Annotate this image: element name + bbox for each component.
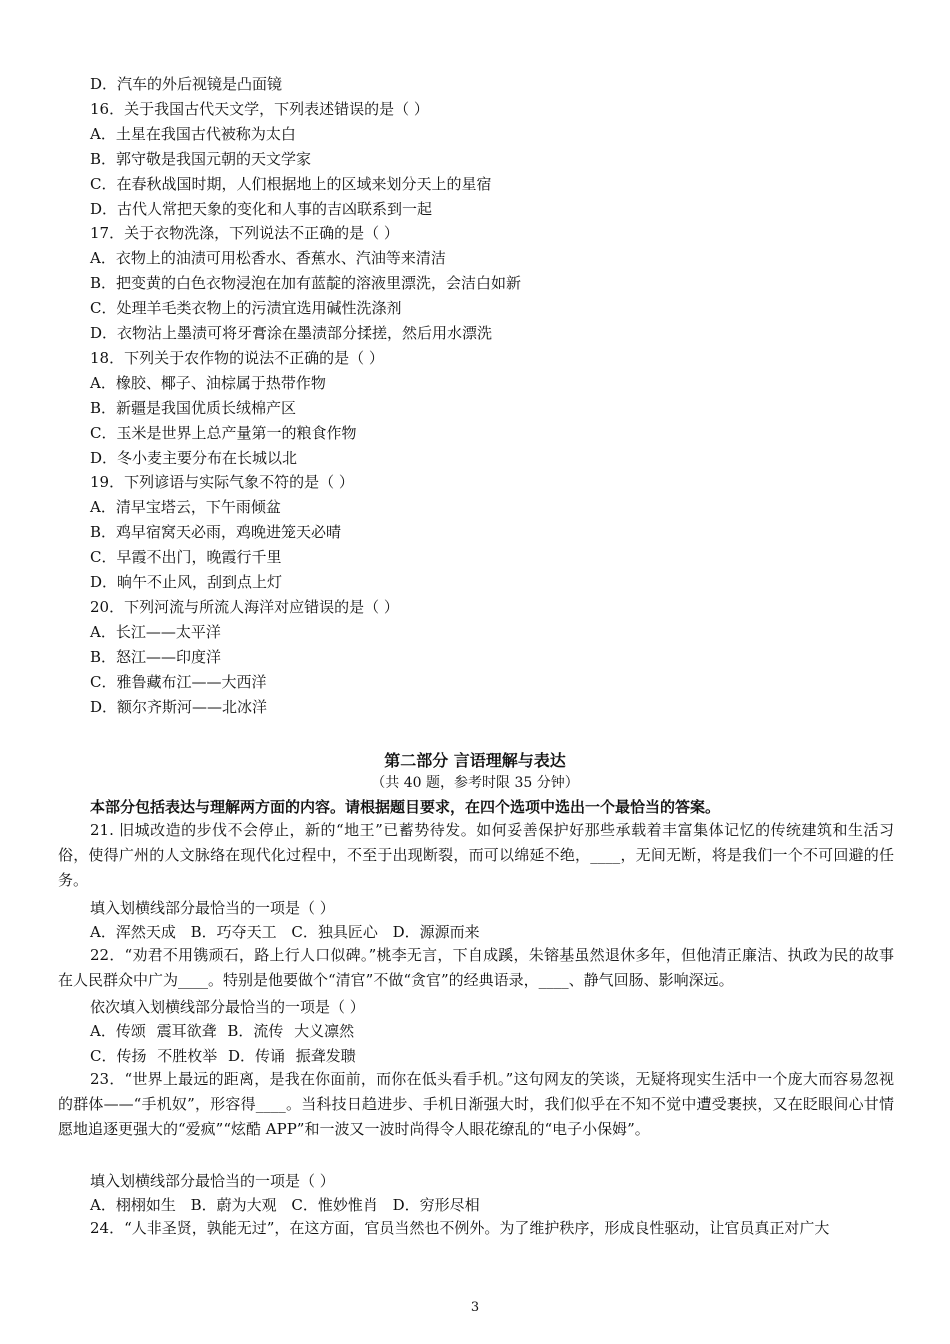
question-line: 16．关于我国古代天文学，下列表述错误的是（ ） xyxy=(90,99,429,118)
question-line: B．郭守敬是我国元朝的天文学家 xyxy=(90,149,312,168)
question-22-options-row1: A．传颂 震耳欲聋 B．流传 大义凛然 xyxy=(90,1022,355,1040)
question-line: B．新疆是我国优质长绒棉产区 xyxy=(90,398,297,417)
question-line: A．土星在我国古代被称为太白 xyxy=(90,124,296,143)
question-line: D．汽车的外后视镜是凸面镜 xyxy=(90,75,283,93)
question-line: C．玉米是世界上总产量第一的粮食作物 xyxy=(90,423,357,442)
question-line: A．橡胶、椰子、油棕属于热带作物 xyxy=(90,373,326,392)
question-line: B．鸡早宿窝天必雨，鸡晚进笼天必晴 xyxy=(90,523,342,542)
question-line: C．早霞不出门，晚霞行千里 xyxy=(90,548,282,567)
question-line: B．把变黄的白色衣物浸泡在加有蓝靛的溶液里漂洗，会洁白如新 xyxy=(90,274,522,293)
section-instruction: 本部分包括表达与理解两方面的内容。请根据题目要求，在四个选项中选出一个最恰当的答案。 xyxy=(90,798,721,816)
question-22-text: 22．“劝君不用镌顽石，路上行人口似碑。”桃李无言，下自成蹊，朱镕基虽然退休多年，但他清正廉洁、执政为民的故事在人民群众中广为____。特别是他要做个“清官”不做“贪官”的经典语录，____、静气回肠、影响深远。 xyxy=(58,946,894,989)
section-subtitle: （共 40 题，参考时限 35 分钟） xyxy=(371,775,579,791)
question-23-text: 23．“世界上最远的距离，是我在你面前，而你在低头看手机。”这句网友的笑谈，无疑将现实生活中一个庞大而容易忽视的群体——“手机奴”，形容得____。当科技日趋进步、手机日渐强大时，我们似乎在不知不觉中遭受裹挟，又在眨眼间心甘情愿地追逐更强大的“爱疯”“炫酷 APP”和一波又一波时尚得令人眼花缭乱的“电子小保姆”。 xyxy=(58,1070,894,1138)
question-line: 19．下列谚语与实际气象不符的是（ ） xyxy=(90,473,354,492)
question-24-text: 24．“人非圣贤，孰能无过”，在这方面，官员当然也不例外。为了维护秩序，形成良性驱动，让官员真正对广大 xyxy=(90,1219,830,1237)
question-line: A．长江——太平洋 xyxy=(90,622,221,641)
question-line: C．在春秋战国时期，人们根据地上的区域来划分天上的星宿 xyxy=(90,174,492,193)
question-22-prompt: 依次填入划横线部分最恰当的一项是（ ） xyxy=(90,998,365,1016)
question-line: D．冬小麦主要分布在长城以北 xyxy=(90,448,298,467)
question-21-prompt: 填入划横线部分最恰当的一项是（ ） xyxy=(90,899,335,917)
question-23-prompt: 填入划横线部分最恰当的一项是（ ） xyxy=(90,1172,335,1190)
question-line: A．清早宝塔云，下午雨倾盆 xyxy=(90,498,281,517)
question-23-options: A．栩栩如生 B．蔚为大观 C．惟妙惟肖 D．穷形尽相 xyxy=(90,1196,480,1214)
question-line: 18．下列关于农作物的说法不正确的是（ ） xyxy=(90,348,384,367)
question-line: C．处理羊毛类衣物上的污渍宜选用碱性洗涤剂 xyxy=(90,299,402,318)
question-line: 17．关于衣物洗涤，下列说法不正确的是（ ） xyxy=(90,224,399,243)
question-21-options: A．浑然天成 B．巧夺天工 C．独具匠心 D．源源而来 xyxy=(90,923,480,941)
question-line: D．额尔齐斯河——北冰洋 xyxy=(90,697,268,716)
question-21-text: 21. 旧城改造的步伐不会停止，新的“地王”已蓄势待发。如何妥善保护好那些承载着丰富集体记忆的传统建筑和生活习俗，使得广州的人文脉络在现代化过程中，不至于出现断裂，而可以绵延不绝，____，无间无断，将是我们一个不可回避的任务。 xyxy=(58,821,894,889)
question-line: 20．下列河流与所流人海洋对应错误的是（ ） xyxy=(90,597,399,616)
question-line: D．古代人常把天象的变化和人事的吉凶联系到一起 xyxy=(90,199,433,218)
page-number: 3 xyxy=(470,1300,480,1315)
question-line: D．衣物沾上墨渍可将牙膏涂在墨渍部分揉搓，然后用水漂洗 xyxy=(90,324,493,342)
question-line: A．衣物上的油渍可用松香水、香蕉水、汽油等来清洁 xyxy=(90,249,446,268)
section-title: 第二部分 言语理解与表达 xyxy=(384,751,566,770)
question-line: D．晌午不止风，刮到点上灯 xyxy=(90,573,283,591)
question-line: B．怒江——印度洋 xyxy=(90,647,222,666)
question-22-options-row2: C．传扬 不胜枚举 D．传诵 振聋发聩 xyxy=(90,1047,356,1065)
question-line: C．雅鲁藏布江——大西洋 xyxy=(90,672,267,691)
